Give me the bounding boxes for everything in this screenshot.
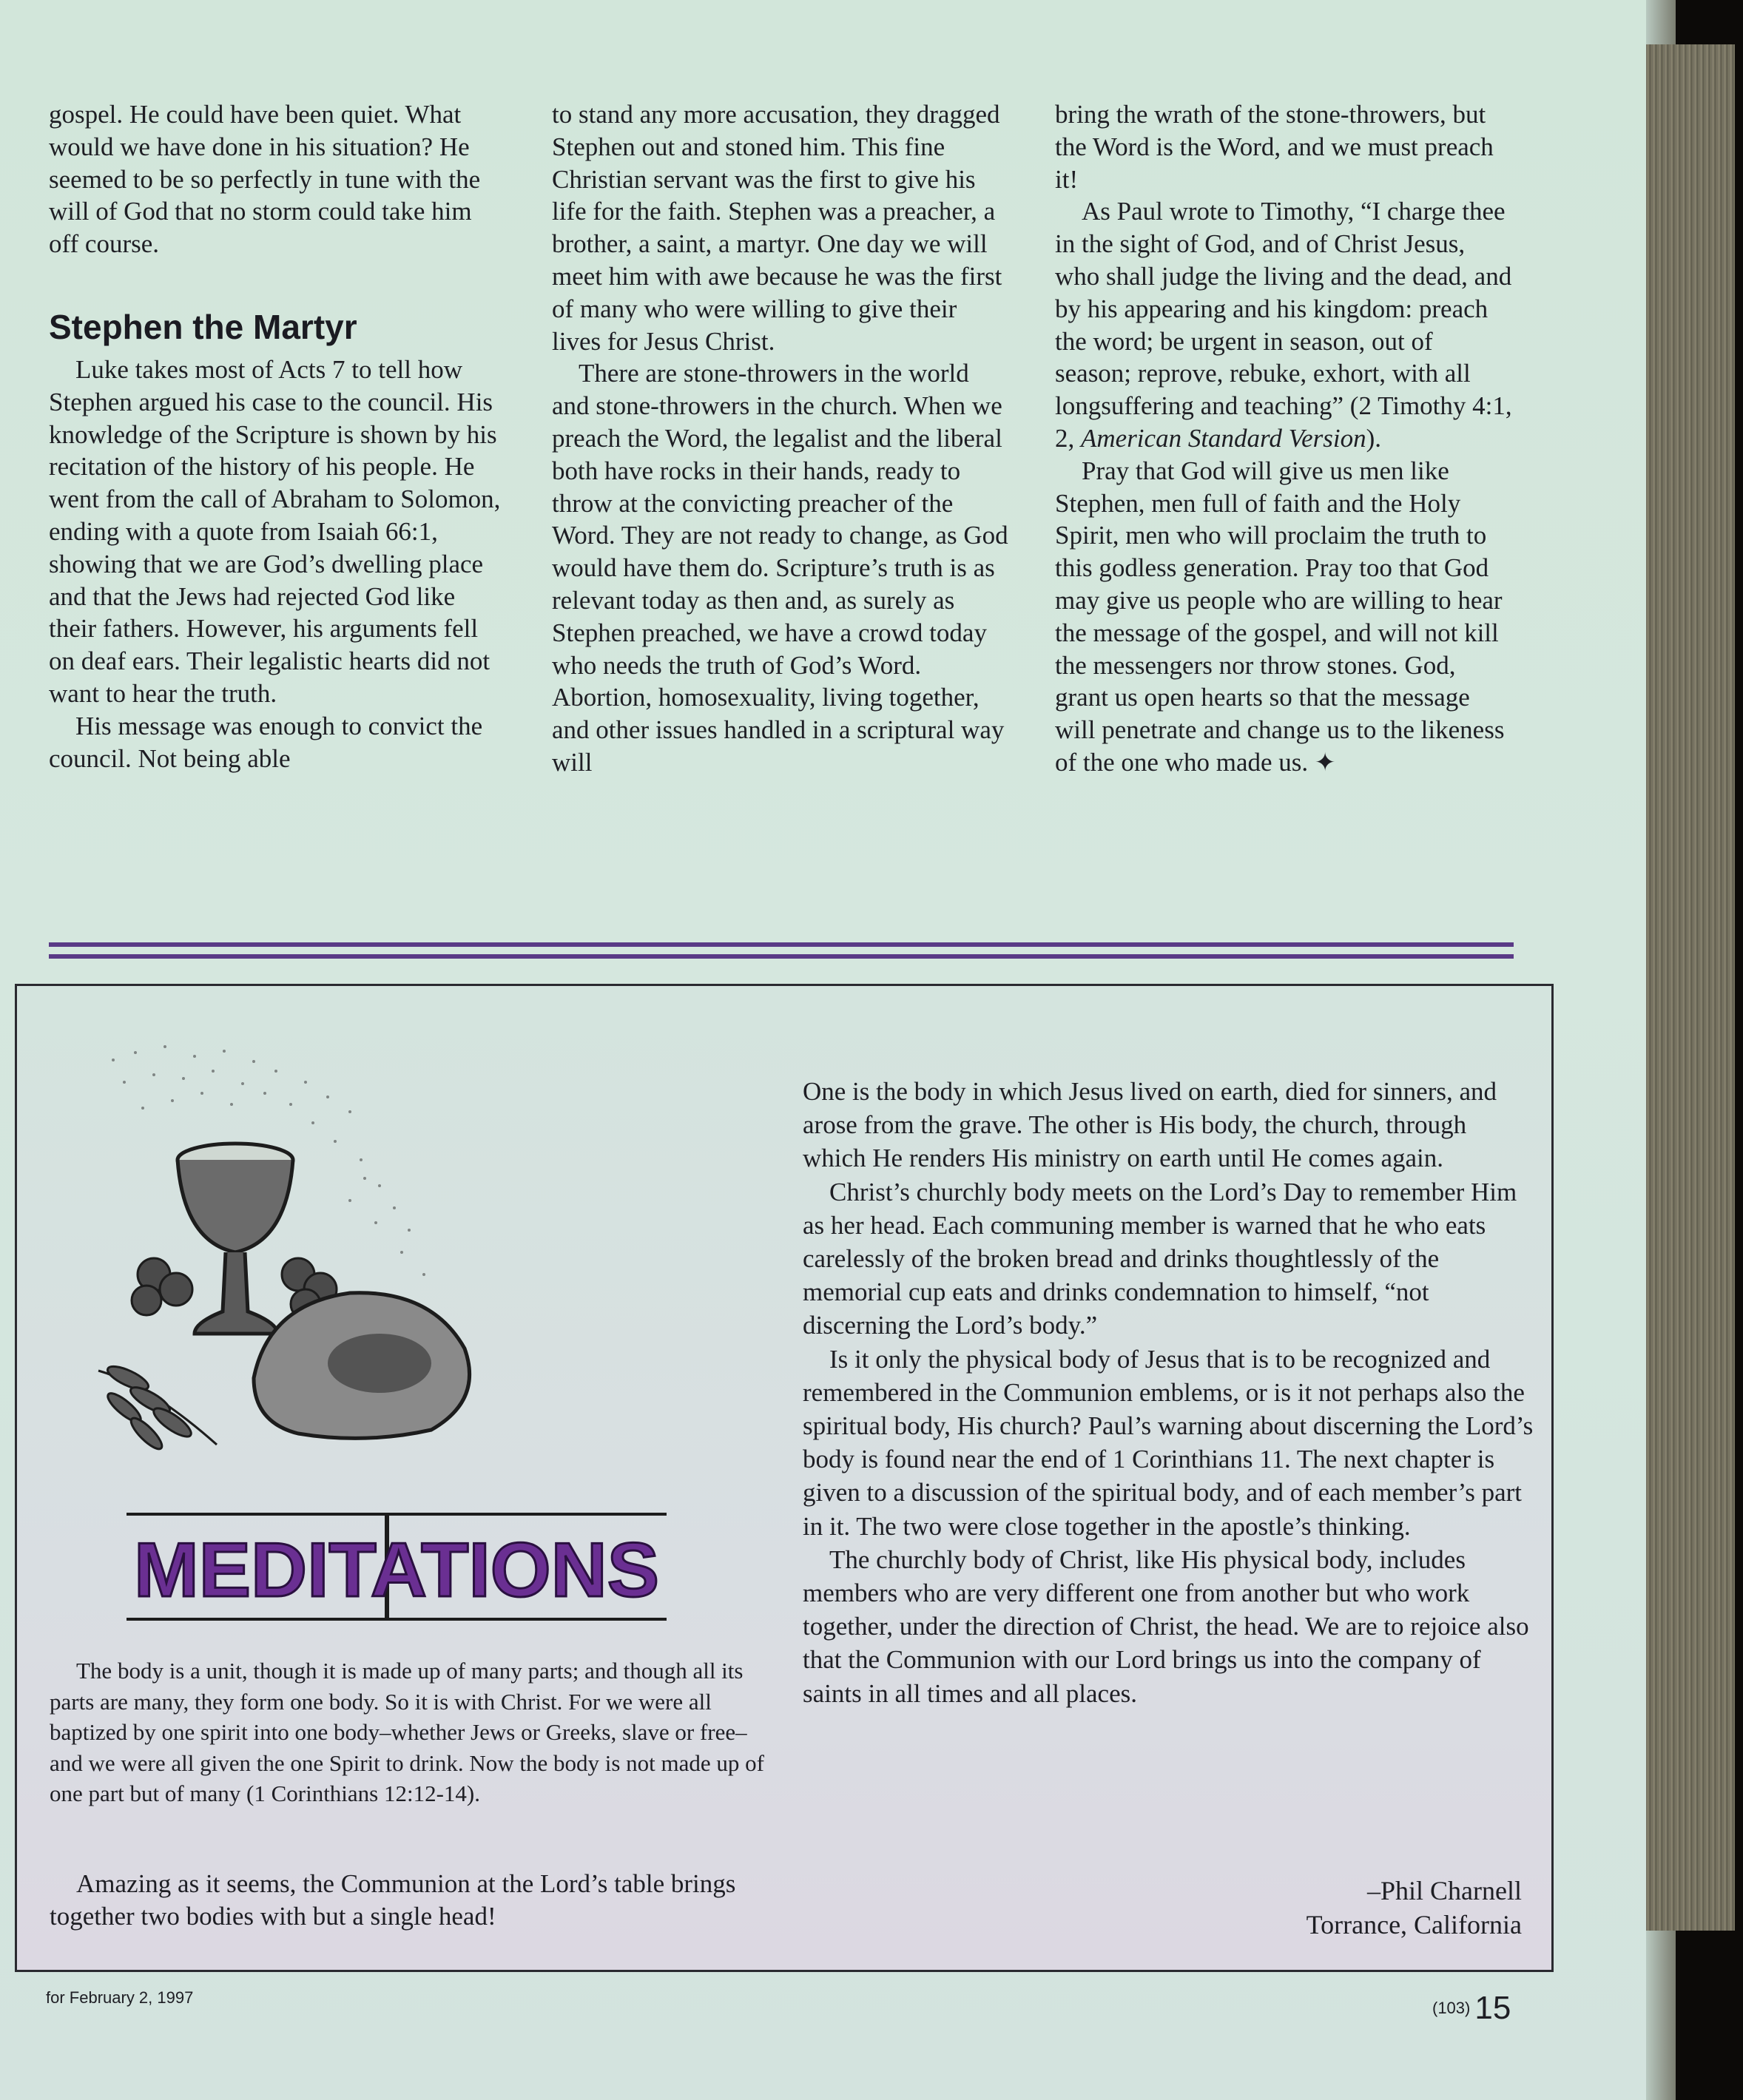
scripture-text: The body is a unit, though it is made up of many parts; and though all its parts are many, they form one body. So it is with Christ. For we were all baptized by one spirit into one body–whether Jews or Greeks, slave or free–and we were all given the one Spirit to drink. Now the body is not made up of one part but of many (1 Corinthians 12:12-14). <box>50 1658 764 1806</box>
closing-text: Pray that God will give us men like Stephen, men full of faith and the Holy Spirit, men who will proclaim the truth to this godless generation. Pray too that God may give us people who are willing to hear the message of the gospel, and will not kill the messengers nor throw stones. God, grant us open hearts so that the message will penetrate and change us to the likeness of the one who made us. <box>1055 456 1505 777</box>
article-column-2 <box>552 98 1011 779</box>
divider-rule <box>49 954 1514 959</box>
author-location: Torrance, California <box>1306 1910 1522 1939</box>
end-mark-icon: ✦ <box>1314 747 1336 777</box>
scripture-quote <box>50 1655 775 1809</box>
page-stack-edge <box>1646 44 1735 1931</box>
author-name: –Phil Charnell <box>1367 1876 1522 1905</box>
article-paragraph: to stand any more accusation, they dragged Stephen out and stoned him. This fine Christian servant was the first to give his life for the faith. Stephen was a preacher, a brother, a saint, a martyr. One day we will meet him with awe because he was the first of many who were willing to give their lives for Jesus Christ. <box>552 100 1002 356</box>
section-heading: Stephen the Martyr <box>49 307 357 346</box>
article-paragraph: gospel. He could have been quiet. What would we have done in his situation? He seemed to be so perfectly in tune with the will of God that no storm could take him off course. <box>49 100 481 259</box>
article-paragraph: Luke takes most of Acts 7 to tell how Stephen argued his case to the council. His knowledge of the Scripture is shown by his recitation of the history of his people. He went from the call of Abraham to Solomon, ending with a quote from Isaiah 66:1, showing that we are God’s dwelling place and that the Jews had rejected God like their fathers. However, his arguments fell on deaf ears. Their legalistic hearts did not want to hear the truth. <box>49 354 501 708</box>
meditation-paragraph: Is it only the physical body of Jesus that is to be recognized and remembered in the Communion emblems, or is it not perhaps also the spiritual body, His church? Paul’s warning about discerning the Lord’s body is found near the end of 1 Corinthians 11. The next chapter is given to a discussion of the spiritual body, and of each member’s part in it. The two were close together in the apostle’s thinking. <box>803 1344 1534 1541</box>
meditations-box <box>15 984 1554 1972</box>
intro-text: Amazing as it seems, the Communion at the Lord’s table brings together two bodies with but a single head! <box>50 1869 736 1931</box>
meditation-paragraph: One is the body in which Jesus lived on earth, died for sinners, and arose from the grave. The other is His body, the church, through which He renders His ministry on earth until He comes again. <box>803 1077 1497 1173</box>
wheat-stalks <box>98 1362 217 1453</box>
article-column-3 <box>1055 98 1514 780</box>
page-number: 15 <box>1474 1990 1511 2026</box>
chalice <box>178 1144 293 1334</box>
divider-rule <box>49 942 1514 947</box>
bread-loaf <box>254 1293 470 1439</box>
article-paragraph <box>1055 455 1514 780</box>
quote-close: ). <box>1366 423 1382 453</box>
meditation-paragraph: The churchly body of Christ, like His physical body, includes members who are very different one from another but who work together, under the direction of Christ, the head. We are to rejoice also that the Communion with our Lord brings us into the company of saints in all times and all places. <box>803 1544 1529 1708</box>
meditation-paragraph: Christ’s churchly body meets on the Lord’s Day to remember Him as her head. Each communing member is warned that he who eats carelessly of the broken bread and drinks thoughtlessly of the memorial cup eats and drinks condemnation to himself, “not discerning the Lord’s body.” <box>803 1177 1517 1340</box>
meditations-title: MEDITATIONS <box>134 1527 659 1613</box>
article-paragraph: bring the wrath of the stone-throwers, but the Word is the Word, and we must preach it! <box>1055 100 1494 194</box>
page-number-block <box>1432 1990 1511 2027</box>
article-paragraph <box>1055 195 1514 454</box>
article-column-1 <box>49 98 508 774</box>
communion-illustration <box>84 1030 587 1489</box>
meditation-intro <box>50 1868 789 1933</box>
article-paragraph: His message was enough to convict the council. Not being able <box>49 711 483 773</box>
author-signature <box>1307 1874 1522 1942</box>
issue-date: for February 2, 1997 <box>46 1988 194 2007</box>
meditation-body <box>803 1075 1535 1710</box>
quote-text: As Paul wrote to Timothy, “I charge thee in the sight of God, and of Christ Jesus, who shall judge the living and the dead, and by his appearing and his kingdom: preach the word; be urgent in season, out of season; reprove, rebuke, exhort, with all longsuffering and teaching” (2 Timothy 4:1, 2, <box>1055 197 1512 453</box>
continuous-page-code: (103) <box>1432 1999 1471 2017</box>
version-name: American Standard Version <box>1081 423 1366 453</box>
meditations-masthead <box>127 1511 667 1622</box>
article-paragraph: There are stone-throwers in the world and stone-throwers in the church. When we preach the Word, the legalist and the liberal both have rocks in their hands, ready to throw at the convicting preacher of the Word. They are not ready to change, as God would have them do. Scripture’s truth is as relevant today as then and, as surely as Stephen preached, we have a crowd today who needs the truth of God’s Word. Abortion, homosexuality, living together, and other issues handled in a scriptural way will <box>552 359 1008 777</box>
